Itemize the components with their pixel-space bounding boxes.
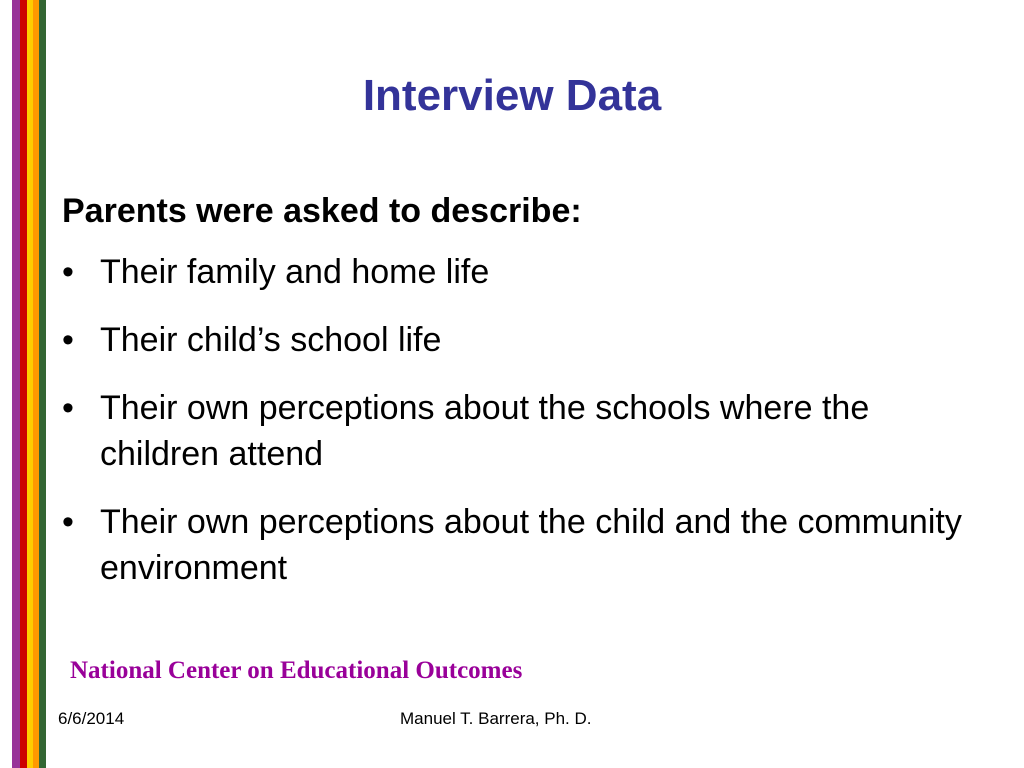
organization-name: National Center on Educational Outcomes — [70, 657, 523, 684]
slide-body — [62, 190, 982, 613]
bullet-icon: • — [62, 321, 74, 359]
bullet-text: Their own perceptions about the schools where the children attend — [100, 389, 870, 473]
bullet-text: Their family and home life — [100, 253, 490, 291]
bullet-text: Their own perceptions about the child and the community environment — [100, 503, 962, 587]
bullet-item — [62, 385, 982, 477]
lead-text: Parents were asked to describe: — [62, 192, 582, 230]
bullet-list — [62, 249, 982, 591]
footer-date: 6/6/2014 — [58, 709, 125, 728]
bullet-item — [62, 317, 982, 363]
slide-title: Interview Data — [362, 71, 662, 120]
bullet-icon: • — [62, 389, 74, 427]
bullet-icon: • — [62, 503, 74, 541]
footer-author: Manuel T. Barrera, Ph. D. — [400, 709, 592, 728]
bullet-item — [62, 499, 982, 591]
bullet-icon: • — [62, 253, 74, 291]
bullet-item — [62, 249, 982, 295]
bullet-text: Their child’s school life — [100, 321, 442, 359]
